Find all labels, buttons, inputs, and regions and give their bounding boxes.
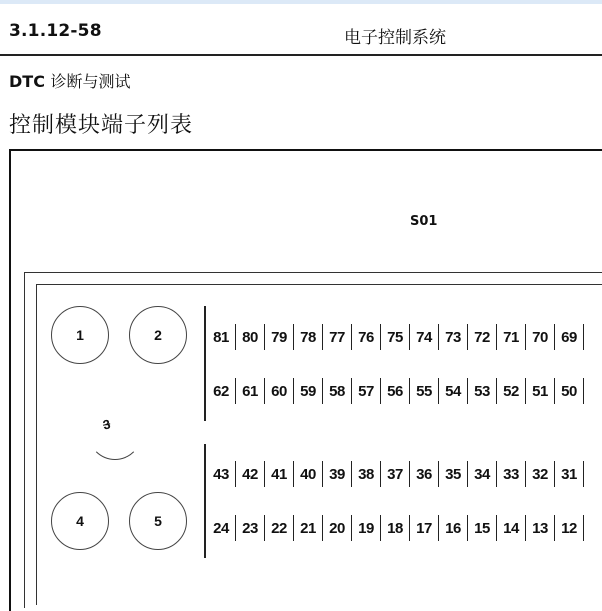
pin-label: 81 (207, 324, 236, 350)
pin-label: 34 (468, 461, 497, 487)
pin-label: 12 (555, 515, 584, 541)
pin-label: 13 (526, 515, 555, 541)
pin-label: 41 (265, 461, 294, 487)
pin-label: 18 (381, 515, 410, 541)
pin-label: 79 (265, 324, 294, 350)
pin-label: 60 (265, 378, 294, 404)
pin-label: 52 (497, 378, 526, 404)
pin-label: 17 (410, 515, 439, 541)
cavity-5: 5 (129, 492, 187, 550)
pin-label: 53 (468, 378, 497, 404)
pin-label: 21 (294, 515, 323, 541)
pin-label: 40 (294, 461, 323, 487)
pin-label: 75 (381, 324, 410, 350)
pin-label: 72 (468, 324, 497, 350)
pin-label: 77 (323, 324, 352, 350)
pin-row-2 (207, 378, 584, 404)
pin-block-upper-divider (204, 306, 206, 421)
pin-row-3 (207, 461, 584, 487)
section-heading (9, 69, 131, 92)
pin-label: 43 (207, 461, 236, 487)
pin-label: 58 (323, 378, 352, 404)
pin-label: 38 (352, 461, 381, 487)
pin-label: 57 (352, 378, 381, 404)
pin-row-1 (207, 324, 584, 350)
cavity-3-outline (88, 406, 142, 460)
cavity-3-label: 3 (101, 416, 112, 433)
pin-label: 71 (497, 324, 526, 350)
pin-label: 73 (439, 324, 468, 350)
cavity-1: 1 (51, 306, 109, 364)
pin-label: 19 (352, 515, 381, 541)
page-subtitle: 控制模块端子列表 (9, 113, 194, 138)
pin-label: 22 (265, 515, 294, 541)
pin-label: 39 (323, 461, 352, 487)
page-number: 3.1.12-58 (9, 21, 102, 41)
pin-label: 23 (236, 515, 265, 541)
pin-label: 35 (439, 461, 468, 487)
pin-label: 80 (236, 324, 265, 350)
section-title: 诊断与测试 (50, 72, 131, 91)
chapter-title: 电子控制系统 (344, 28, 446, 48)
pin-block-lower-divider (204, 444, 206, 558)
cavity-2: 2 (129, 306, 187, 364)
pin-label: 76 (352, 324, 381, 350)
pin-label: 42 (236, 461, 265, 487)
pin-label: 14 (497, 515, 526, 541)
pin-label: 31 (555, 461, 584, 487)
pin-label: 36 (410, 461, 439, 487)
top-strip (0, 0, 602, 4)
pin-label: 24 (207, 515, 236, 541)
pin-label: 55 (410, 378, 439, 404)
pin-label: 74 (410, 324, 439, 350)
pin-label: 56 (381, 378, 410, 404)
pin-label: 62 (207, 378, 236, 404)
pin-label: 51 (526, 378, 555, 404)
pin-label: 69 (555, 324, 584, 350)
pin-label: 70 (526, 324, 555, 350)
pin-label: 78 (294, 324, 323, 350)
header-rule (0, 54, 602, 56)
pin-label: 32 (526, 461, 555, 487)
pin-label: 54 (439, 378, 468, 404)
pin-label: 37 (381, 461, 410, 487)
pin-label: 16 (439, 515, 468, 541)
section-code: DTC (9, 72, 45, 91)
pin-label: 61 (236, 378, 265, 404)
pin-label: 33 (497, 461, 526, 487)
pin-label: 15 (468, 515, 497, 541)
pin-label: 50 (555, 378, 584, 404)
pin-label: 59 (294, 378, 323, 404)
connector-id-label: S01 (410, 214, 438, 229)
pin-label: 20 (323, 515, 352, 541)
pin-row-4 (207, 515, 584, 541)
cavity-4: 4 (51, 492, 109, 550)
